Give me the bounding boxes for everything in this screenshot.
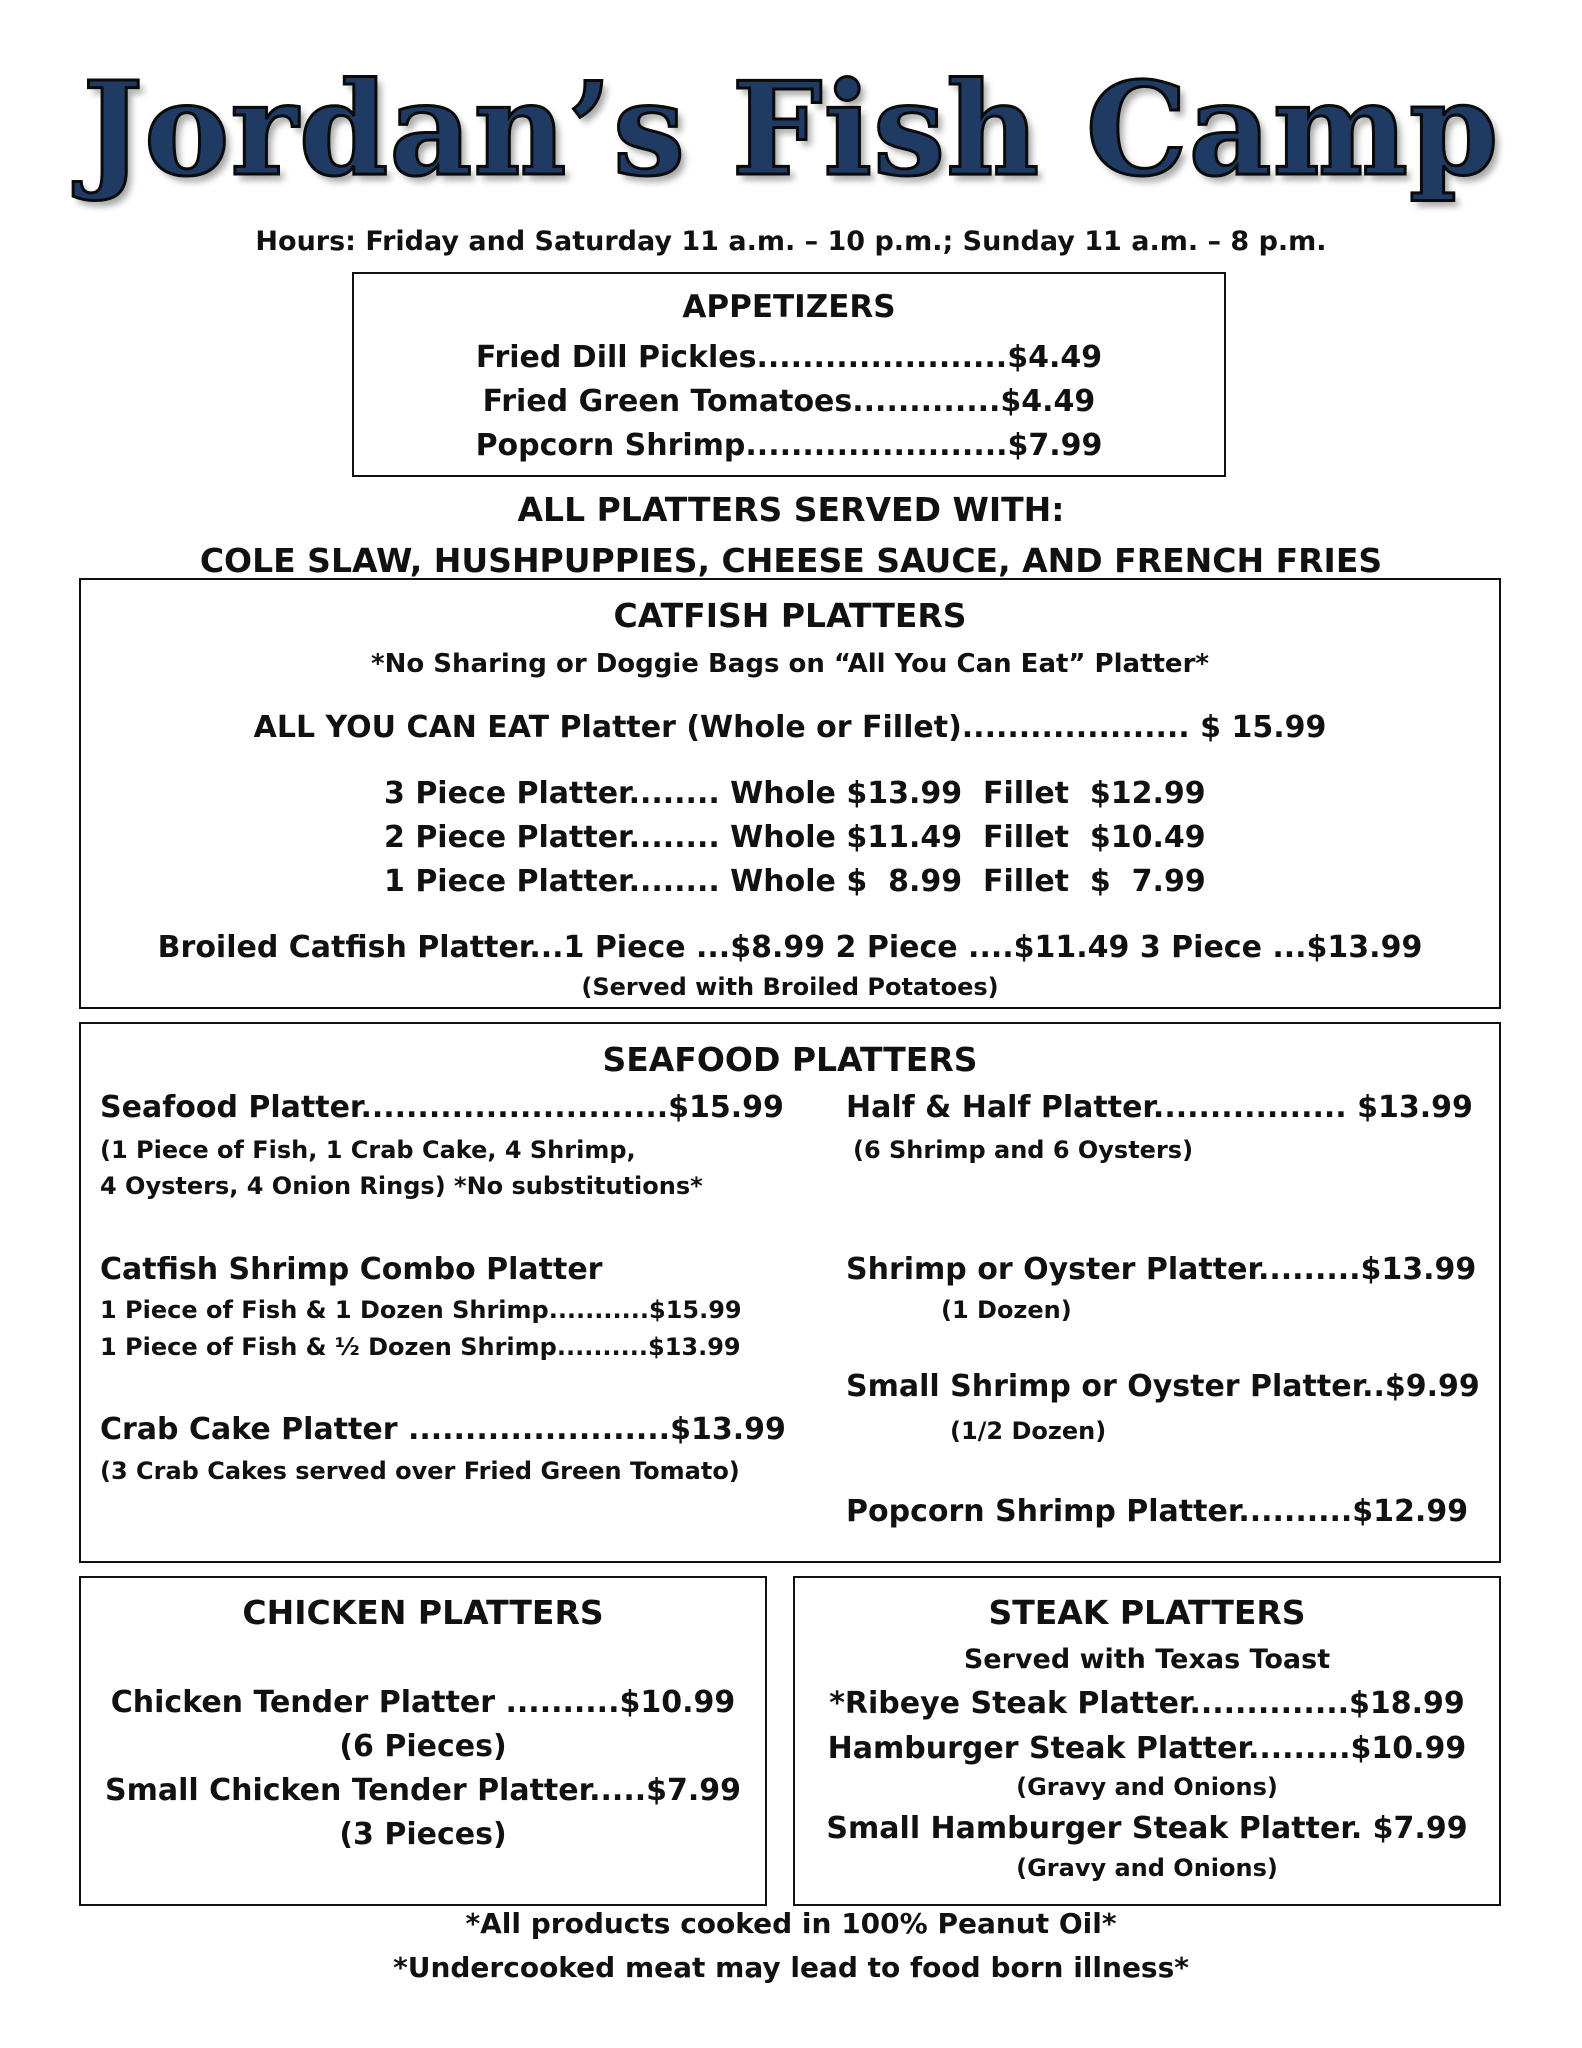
seafood-platter-desc: 4 Oysters, 4 Onion Rings) *No substitutions* xyxy=(100,1172,703,1200)
chicken-section xyxy=(79,1576,767,1906)
small-shrimp-oyster-desc: (1/2 Dozen) xyxy=(950,1417,1107,1445)
crab-cake-item: Crab Cake Platter .......................$13.99 xyxy=(100,1412,786,1447)
seafood-section xyxy=(79,1022,1501,1563)
hours-text: Hours: Friday and Saturday 11 a.m. – 10 p.m.; Sunday 11 a.m. – 8 p.m. xyxy=(255,226,1327,257)
catfish-piece-item: 2 Piece Platter........ Whole $11.49 Fillet $10.49 xyxy=(384,820,1206,855)
shrimp-oyster-desc: (1 Dozen) xyxy=(941,1296,1072,1324)
half-and-half-desc: (6 Shrimp and 6 Oysters) xyxy=(853,1136,1194,1164)
catfish-piece-item: 3 Piece Platter........ Whole $13.99 Fillet $12.99 xyxy=(384,776,1206,811)
catfish-heading: CATFISH PLATTERS xyxy=(613,596,967,635)
steak-heading: STEAK PLATTERS xyxy=(988,1593,1306,1632)
small-hamburger-steak-item: Small Hamburger Steak Platter. $7.99 xyxy=(826,1811,1468,1846)
catfish-section xyxy=(79,578,1501,1009)
peanut-oil-note: *All products cooked in 100% Peanut Oil* xyxy=(465,1907,1117,1940)
undercooked-warning: *Undercooked meat may lead to food born illness* xyxy=(393,1951,1189,1984)
broiled-catfish-note: (Served with Broiled Potatoes) xyxy=(581,973,999,1001)
seafood-heading: SEAFOOD PLATTERS xyxy=(602,1040,978,1079)
ribeye-steak-item: *Ribeye Steak Platter..............$18.99 xyxy=(829,1686,1465,1721)
catfish-note: *No Sharing or Doggie Bags on “All You Can Eat” Platter* xyxy=(371,649,1209,679)
served-with-heading: ALL PLATTERS SERVED WITH: xyxy=(517,490,1065,529)
seafood-platter-item: Seafood Platter...........................$15.99 xyxy=(100,1090,784,1125)
appetizers-heading: APPETIZERS xyxy=(682,289,896,325)
chicken-tender-desc: (6 Pieces) xyxy=(339,1729,507,1764)
served-with-sides: COLE SLAW, HUSHPUPPIES, CHEESE SAUCE, AND FRENCH FRIES xyxy=(199,541,1383,580)
appetizer-item: Popcorn Shrimp.......................$7.99 xyxy=(475,428,1103,463)
appetizer-item: Fried Dill Pickles......................$4.49 xyxy=(475,340,1103,375)
combo-platter-item: 1 Piece of Fish & 1 Dozen Shrimp...........$15.99 xyxy=(100,1296,742,1324)
all-you-can-eat-item: ALL YOU CAN EAT Platter (Whole or Fillet).................... $ 15.99 xyxy=(253,710,1327,745)
hamburger-steak-desc: (Gravy and Onions) xyxy=(1016,1773,1278,1801)
chicken-tender-item: Chicken Tender Platter ..........$10.99 xyxy=(110,1685,736,1720)
combo-platter-title: Catfish Shrimp Combo Platter xyxy=(100,1252,603,1287)
popcorn-shrimp-platter-item: Popcorn Shrimp Platter..........$12.99 xyxy=(846,1494,1469,1529)
restaurant-title: Jordan’s Fish Camp xyxy=(82,55,1500,205)
shrimp-oyster-item: Shrimp or Oyster Platter.........$13.99 xyxy=(846,1252,1477,1287)
small-chicken-tender-item: Small Chicken Tender Platter.....$7.99 xyxy=(104,1773,742,1808)
appetizers-section xyxy=(352,272,1226,477)
broiled-catfish-item: Broiled Catfish Platter...1 Piece ...$8.99 2 Piece ....$11.49 3 Piece ...$13.99 xyxy=(157,930,1423,965)
small-shrimp-oyster-item: Small Shrimp or Oyster Platter..$9.99 xyxy=(846,1369,1480,1404)
catfish-piece-item: 1 Piece Platter........ Whole $ 8.99 Fillet $ 7.99 xyxy=(384,864,1206,899)
combo-platter-item: 1 Piece of Fish & ½ Dozen Shrimp..........$13.99 xyxy=(100,1333,741,1361)
steak-subtitle: Served with Texas Toast xyxy=(963,1644,1331,1675)
small-chicken-tender-desc: (3 Pieces) xyxy=(339,1817,507,1852)
half-and-half-item: Half & Half Platter................. $13.99 xyxy=(846,1090,1473,1125)
steak-section xyxy=(793,1576,1501,1906)
chicken-heading: CHICKEN PLATTERS xyxy=(242,1593,604,1632)
seafood-platter-desc: (1 Piece of Fish, 1 Crab Cake, 4 Shrimp, xyxy=(100,1136,636,1164)
hamburger-steak-item: Hamburger Steak Platter.........$10.99 xyxy=(827,1731,1467,1766)
small-hamburger-steak-desc: (Gravy and Onions) xyxy=(1016,1854,1278,1882)
crab-cake-desc: (3 Crab Cakes served over Fried Green Tomato) xyxy=(100,1457,740,1485)
appetizer-item: Fried Green Tomatoes.............$4.49 xyxy=(482,384,1096,419)
